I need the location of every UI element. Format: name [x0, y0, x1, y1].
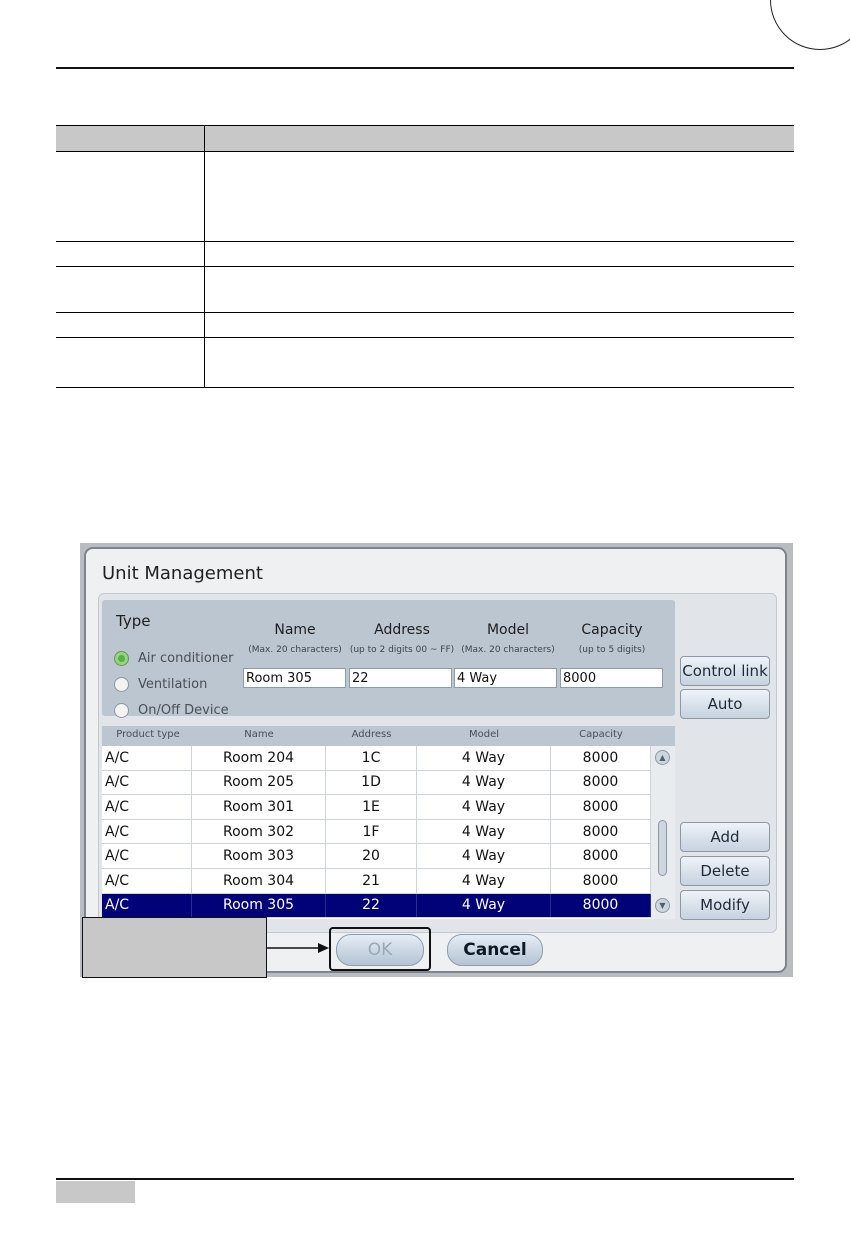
cell-type: A/C	[102, 746, 192, 770]
ok-highlight-frame	[329, 927, 431, 971]
name-hint: (Max. 20 characters)	[248, 645, 342, 655]
table-row[interactable]	[102, 771, 651, 796]
header-rule	[56, 67, 794, 69]
cell-model: 4 Way	[417, 869, 551, 893]
cell-address: 1E	[326, 795, 417, 819]
address-hint: (up to 2 digits 00 ~ FF)	[349, 645, 455, 655]
chevron-up-icon[interactable]: ▲	[655, 750, 670, 765]
header-name: Name	[244, 729, 274, 740]
cell-capacity: 8000	[551, 844, 651, 868]
cell-name: Room 205	[192, 771, 326, 795]
delete-button[interactable]: Delete	[680, 856, 770, 886]
table-row[interactable]	[102, 820, 651, 845]
cell-model: 4 Way	[417, 746, 551, 770]
name-column-label: Name	[274, 622, 316, 638]
crop-mark	[770, 0, 850, 50]
radio-off-icon	[114, 703, 129, 718]
cell-capacity: 8000	[551, 820, 651, 844]
unit-input-panel	[102, 600, 675, 716]
type-label: Type	[116, 612, 151, 630]
table-row[interactable]	[102, 746, 651, 771]
callout-box	[82, 917, 267, 978]
cell-capacity: 8000	[551, 869, 651, 893]
radio-ventilation[interactable]	[114, 674, 207, 694]
cell-address: 1C	[326, 746, 417, 770]
unit-list-rows	[102, 746, 651, 918]
cell-model: 4 Way	[417, 844, 551, 868]
control-link-button[interactable]: Control link	[680, 656, 770, 686]
spec-table-row	[56, 338, 794, 388]
address-column-label: Address	[374, 622, 430, 638]
cell-model: 4 Way	[417, 820, 551, 844]
form-panel	[98, 593, 777, 933]
radio-onoff-device[interactable]	[114, 700, 229, 720]
cell-type: A/C	[102, 894, 192, 918]
footer-rule	[56, 1178, 794, 1180]
table-row[interactable]	[102, 869, 651, 894]
cell-name: Room 302	[192, 820, 326, 844]
cell-name: Room 305	[192, 894, 326, 918]
cell-name: Room 303	[192, 844, 326, 868]
spec-table-row	[56, 267, 794, 313]
radio-label: Ventilation	[138, 676, 208, 692]
radio-label: On/Off Device	[138, 702, 229, 718]
cell-model: 4 Way	[417, 894, 551, 918]
radio-on-icon	[114, 651, 129, 666]
table-row[interactable]	[102, 795, 651, 820]
table-row-selected[interactable]	[102, 894, 651, 919]
cell-type: A/C	[102, 820, 192, 844]
cell-type: A/C	[102, 771, 192, 795]
modify-button[interactable]: Modify	[680, 890, 770, 920]
cell-type: A/C	[102, 795, 192, 819]
unit-list-scrollbar[interactable]	[651, 746, 675, 919]
radio-air-conditioner[interactable]	[114, 648, 233, 668]
auto-button[interactable]: Auto	[680, 689, 770, 719]
cell-address: 21	[326, 869, 417, 893]
address-input[interactable]	[349, 668, 452, 688]
model-hint: (Max. 20 characters)	[461, 645, 555, 655]
spec-table-row	[56, 313, 794, 338]
header-product-type: Product type	[116, 729, 180, 740]
scroll-thumb[interactable]	[658, 820, 667, 876]
spec-table-row	[56, 152, 794, 242]
cell-address: 22	[326, 894, 417, 918]
table-row[interactable]	[102, 844, 651, 869]
cell-capacity: 8000	[551, 894, 651, 918]
header-capacity: Capacity	[579, 729, 623, 740]
cell-capacity: 8000	[551, 746, 651, 770]
screenshot-frame	[80, 543, 793, 977]
model-input[interactable]	[454, 668, 557, 688]
model-column-label: Model	[486, 622, 530, 638]
ok-button[interactable]: OK	[336, 934, 424, 966]
cell-address: 20	[326, 844, 417, 868]
cell-capacity: 8000	[551, 795, 651, 819]
page-number-box	[56, 1181, 135, 1203]
spec-table-row	[56, 242, 794, 267]
cancel-button[interactable]: Cancel	[447, 934, 543, 966]
cell-model: 4 Way	[417, 771, 551, 795]
cell-name: Room 204	[192, 746, 326, 770]
cell-name: Room 304	[192, 869, 326, 893]
unit-management-dialog	[84, 547, 787, 973]
dialog-title: Unit Management	[102, 563, 263, 584]
cell-type: A/C	[102, 869, 192, 893]
spec-table	[56, 125, 794, 388]
name-input[interactable]	[243, 668, 346, 688]
cell-address: 1D	[326, 771, 417, 795]
chevron-down-icon[interactable]: ▼	[655, 898, 670, 913]
header-address: Address	[351, 729, 392, 740]
spec-table-header	[56, 126, 794, 152]
unit-list	[102, 726, 675, 919]
capacity-column-label: Capacity	[581, 622, 643, 638]
cell-capacity: 8000	[551, 771, 651, 795]
cell-model: 4 Way	[417, 795, 551, 819]
unit-list-header	[102, 726, 675, 746]
add-button[interactable]: Add	[680, 822, 770, 852]
cell-type: A/C	[102, 844, 192, 868]
header-model: Model	[468, 729, 500, 740]
cell-address: 1F	[326, 820, 417, 844]
cell-name: Room 301	[192, 795, 326, 819]
capacity-hint: (up to 5 digits)	[578, 645, 646, 655]
radio-off-icon	[114, 677, 129, 692]
radio-label: Air conditioner	[138, 650, 234, 666]
capacity-input[interactable]	[560, 668, 663, 688]
